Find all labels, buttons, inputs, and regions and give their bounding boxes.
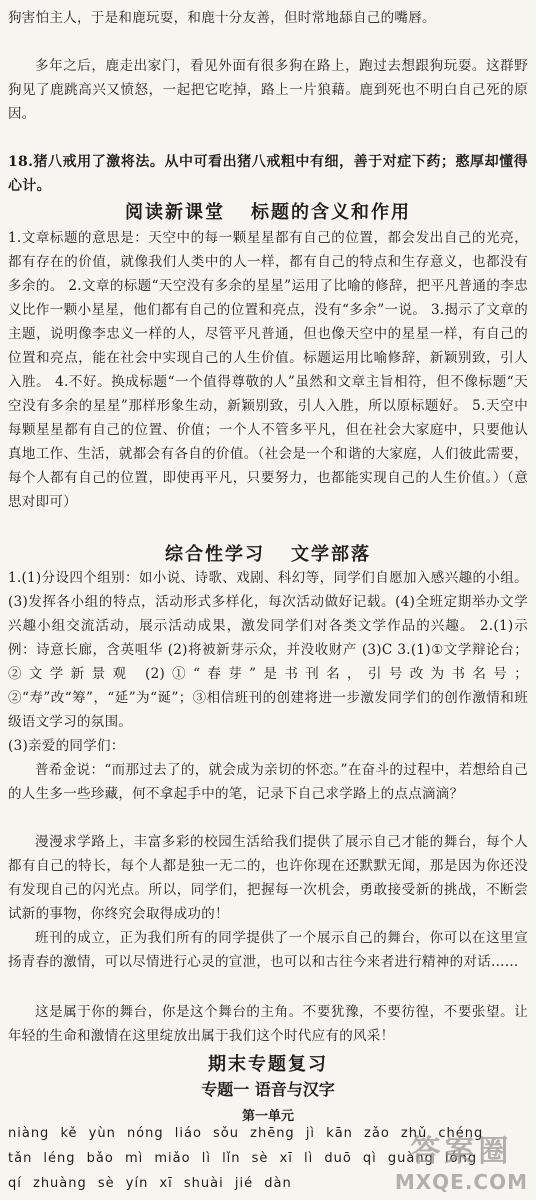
unit-heading: 第一单元 xyxy=(241,1109,294,1124)
answer-18: 18.猪八戒用了激将法。从中可看出猪八戒粗中有细，善于对症下药；憨厚却懂得心计。 xyxy=(8,154,528,194)
topic-heading: 专题一 语音与汉字 xyxy=(201,1080,335,1099)
letter-paragraph: 班刊的成立，正为我们所有的同学提供了一个展示自己的舞台，你可以在这里宣扬青春的激情，可以尽情进行心灵的宣泄，也可以和古往今来者进行精神的对话…… xyxy=(8,930,528,970)
letter-greeting: (3)亲爱的同学们： xyxy=(8,738,125,754)
section-subtitle: 标题的含义和作用 xyxy=(251,202,411,223)
letter-paragraph: 漫漫求学路上，丰富多彩的校园生活给我们提供了展示自己才能的舞台，每个人都有自己的特长，每个人都是独一无二的，也许你现在还默默无闻，那是因为你还没有发现自己的闪光点。所以，同学们，把握每一次机会，勇敢接受新的挑战，不断尝试新的事物，你终究会取得成功的！ xyxy=(8,834,528,922)
section-title: 综合性学习 xyxy=(165,544,265,565)
section-heading-comprehensive xyxy=(0,540,536,566)
story-paragraph: 多年之后，鹿走出家门，看见外面有很多狗在路上，跑过去想跟狗玩耍。这群野狗见了鹿跳高兴又愤怒，一起把它吃掉，路上一片狼藉。鹿到死也不明白自己死的原因。 xyxy=(8,58,528,122)
watermark-url: MXQE.COM xyxy=(394,1170,528,1194)
letter-paragraph: 普希金说：“而那过去了的，就会成为亲切的怀恋。”在奋斗的过程中，若想给自己的人生多一些珍藏，何不拿起手中的笔，记录下自己求学路上的点点滴滴？ xyxy=(8,762,528,802)
pinyin-row: niàng kě yùn nóng liáo sǒu zhēng jì kān zǎo zhǔ chéng xyxy=(8,1126,484,1141)
reading-answers: 1.文章标题的意思是：天空中的每一颗星星都有自己的位置，都会发出自己的光亮，都有存在的价值，就像我们人类中的人一样，都有自己的特点和生存意义，也都没有多余的。 2.文章的标题“天空没有多余的星星”运用了比喻的修辞，把平凡普通的李忠义比作一颗小星星，他们都有自己的位置和亮点，没有“多余”一说。 3.揭示了文章的主题，说明像李忠义一样的人，尽管平凡普通，但也像天空中的星星一样，有自己的位置和亮点，能在社会中实现自己的人生价值。标题运用比喻修辞，新颖别致，引人入胜。 4.不好。换成标题“一个值得尊敬的人”虽然和文章主旨相符，但不像标题“天空没有多余的星星”那样形象生动，新颖别致，引人入胜，所以原标题好。 5.天空中每颗星星都有自己的位置、价值；一个人不管多平凡，但在社会大家庭中，只要他认真地工作、生活，就都会有各自的价值。（社会是一个和谐的大家庭，人们彼此需要，每个人都有自己的位置，即使再平凡，只要努力，也都能实现自己的人生价值。）（意思对即可） xyxy=(8,230,528,510)
letter-paragraph: 这是属于你的舞台，你是这个舞台的主角。不要犹豫，不要彷徨，不要张望。让年轻的生命和激情在这里绽放出属于我们这个时代应有的风采！ xyxy=(8,1004,528,1044)
pinyin-row: tǎn léng bǎo mì miǎo lì lǐn sè xī lì duō qì guàng lóng xyxy=(8,1151,478,1166)
review-heading: 期末专题复习 xyxy=(208,1054,328,1075)
watermark xyxy=(395,1126,528,1194)
watermark-logo: 答案圈 xyxy=(410,1134,513,1169)
comprehensive-answers: 1.(1)分设四个组别：如小说、诗歌、戏剧、科幻等，同学们自愿加入感兴趣的小组。(3)发挥各小组的特点，活动形式多样化，每次活动做好记载。(4)全班定期举办文学兴趣小组交流活动，展示活动成果，激发同学们对各类文学作品的兴趣。 2.(1)示例：诗意长廊，含英咀华 (2)将被新芽示众，并没收财产 (3)C 3.(1)①文学辩论台；②文学新景观 (2)①“春芽”是书刊名，引号改为书名号；②“寿”改“筹”，“延”为“诞”；③相信班刊的创建将进一步激发同学们的创作激情和班级语文学习的氛围。 xyxy=(8,570,528,730)
story-line: 狗害怕主人，于是和鹿玩耍，和鹿十分友善，但时常地舔自己的嘴唇。 xyxy=(8,10,436,26)
section-subtitle: 文学部落 xyxy=(291,544,371,565)
section-title: 阅读新课堂 xyxy=(125,202,225,223)
section-heading-reading xyxy=(0,198,536,224)
pinyin-row: qí zhuàng sè yín xī shuài jié dàn xyxy=(8,1176,292,1191)
